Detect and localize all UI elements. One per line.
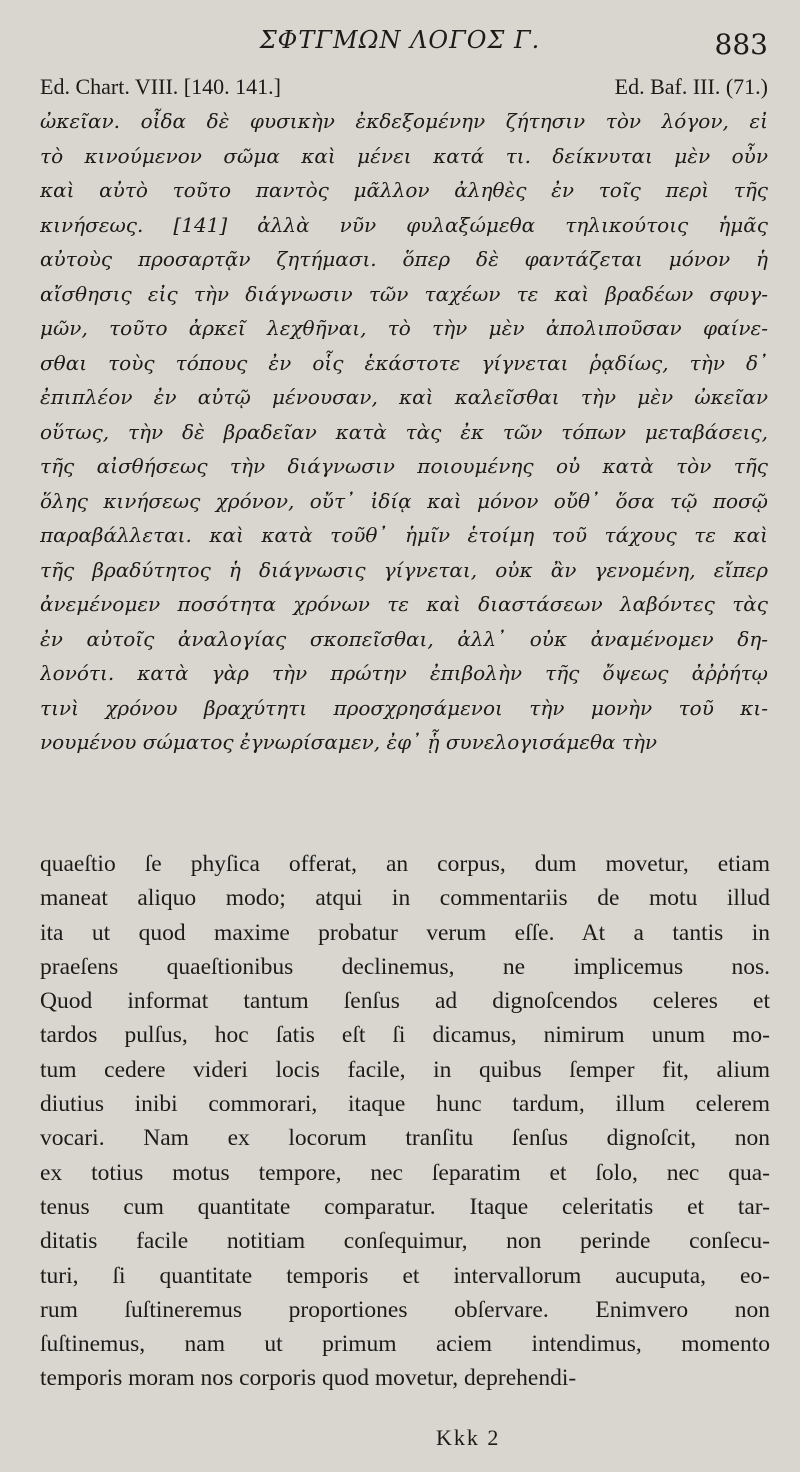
latin-text-line: vocari. Nam ex locorum tranſitu ſenſus dignoſcit, non <box>40 1125 770 1152</box>
greek-text-line: ἐπιπλέον ἐν αὐτῷ μένουσαν, καὶ καλεῖσθαι τὴν μὲν ὠκεῖαν <box>40 385 768 409</box>
greek-text-line: οὕτως, τὴν δὲ βραδεῖαν κατὰ τὰς ἐκ τῶν τόπων μεταβάσεις, <box>40 419 768 444</box>
edition-ref-basel: Ed. Baf. III. (71.) <box>614 74 768 99</box>
latin-text-line: Quod informat tantum ſenſus ad dignoſcendos celeres et <box>40 988 770 1015</box>
greek-text-line: τινὶ χρόνου βραχύτητι προσχρησάμενοι τὴν μονὴν τοῦ κι- <box>40 695 768 720</box>
greek-text-line: ἀνεμένομεν ποσότητα χρόνων τε καὶ διαστάσεων λαβόντες τὰς <box>40 592 768 616</box>
printer-signature: Kkk 2 <box>436 1425 501 1450</box>
latin-text-line: tum cedere videri locis facile, in quibus ſemper fit, alium <box>40 1056 770 1083</box>
greek-text-line: παραβάλλεται. καὶ κατὰ τοῦθ᾽ ἡμῖν ἑτοίμη τοῦ τάχους τε καὶ <box>40 523 768 547</box>
greek-text-line: αἴσθησις εἰς τὴν διάγνωσιν τῶν ταχέων τε καὶ βραδέων σφυγ- <box>40 281 768 306</box>
latin-text-line: diutius inibi commorari, itaque hunc tardum, illum celerem <box>40 1091 770 1118</box>
latin-text-line: tardos pulſus, hoc ſatis eſt ſi dicamus, nimirum unum mo- <box>40 1022 770 1049</box>
greek-text-line: κινήσεως. [141] ἀλλὰ νῦν φυλαξώμεθα τηλικούτοις ἡμᾶς <box>40 212 768 237</box>
greek-text-line: νουμένου σώματος ἐγνωρίσαμεν, ἐφ᾽ ᾗ συνελογισάμεθα τὴν <box>40 730 658 754</box>
greek-text-line: τῆς βραδύτητος ἡ διάγνωσις γίγνεται, οὐκ ἂν γενομένη, εἴπερ <box>40 557 768 582</box>
latin-text-line: ditatis facile notitiam conſequimur, non perinde conſecu- <box>40 1228 770 1255</box>
edition-references <box>40 74 768 104</box>
latin-text-line: tenus cum quantitate comparatur. Itaque celeritatis et tar- <box>40 1193 770 1220</box>
latin-text-line: turi, ſi quantitate temporis et intervallorum aucuputa, eo- <box>40 1262 770 1289</box>
greek-text-block <box>40 104 768 760</box>
latin-text-line: quaeſtio ſe phyſica offerat, an corpus, dum movetur, etiam <box>40 851 770 877</box>
latin-text-block <box>40 847 770 1396</box>
greek-text-line: τῆς αἰσθήσεως τὴν διάγνωσιν ποιουμένης οὐ κατὰ τὸν τῆς <box>40 454 768 478</box>
running-title: ΣΦΤΓΜΩΝ ΛΟΓΟΣ Γ. <box>259 26 541 54</box>
latin-text-line: ex totius motus tempore, nec ſeparatim et ſolo, nec qua- <box>40 1159 770 1186</box>
greek-text-line: ὠκεῖαν. οἶδα δὲ φυσικὴν ἐκδεξομένην ζήτησιν τὸν λόγον, εἰ <box>40 109 768 133</box>
greek-text-line: μῶν, τοῦτο ἀρκεῖ λεχθῆναι, τὸ τὴν μὲν ἀπολιποῦσαν φαίνε- <box>40 316 768 340</box>
page-number: 883 <box>714 28 768 61</box>
greek-text-line: τὸ κινούμενον σῶμα καὶ μένει κατά τι. δείκνυται μὲν οὖν <box>40 143 768 168</box>
greek-text-line: αὐτοὺς προσαρτᾷν ζητήμασι. ὅπερ δὲ φαντάζεται μόνον ἡ <box>40 247 768 271</box>
edition-ref-chartier: Ed. Chart. VIII. [140. 141.] <box>40 74 281 99</box>
latin-text-line: temporis moram nos corporis quod movetur, deprehendi- <box>40 1365 577 1392</box>
greek-text-line: ἐν αὐτοῖς ἀναλογίας σκοπεῖσθαι, ἀλλ᾽ οὐκ ἀναμένομεν δη- <box>40 626 768 651</box>
greek-text-line: σθαι τοὺς τόπους ἐν οἷς ἑκάστοτε γίγνεται ῥᾳδίως, τὴν δ᾽ <box>40 350 768 375</box>
latin-text-line: praeſens quaeſtionibus declinemus, ne implicemus nos. <box>40 953 770 980</box>
greek-text-line: λονότι. κατὰ γὰρ τὴν πρώτην ἐπιβολὴν τῆς ὄψεως ἀῤῥήτῳ <box>40 661 768 685</box>
latin-text-line: ſuſtinemus, nam ut primum aciem intendimus, momento <box>40 1331 770 1358</box>
latin-text-line: maneat aliquo modo; atqui in commentariis de motu illud <box>40 885 770 912</box>
greek-text-line: καὶ αὐτὸ τοῦτο παντὸς μᾶλλον ἀληθὲς ἐν τοῖς περὶ τῆς <box>40 178 768 202</box>
latin-text-line: ita ut quod maxime probatur verum eſſe. At a tantis in <box>40 919 770 946</box>
latin-text-line: rum ſuſtineremus proportiones obſervare. Enimvero non <box>40 1296 770 1323</box>
greek-text-line: ὅλης κινήσεως χρόνον, οὔτ᾽ ἰδίᾳ καὶ μόνον οὔθ᾽ ὅσα τῷ ποσῷ <box>40 488 768 513</box>
